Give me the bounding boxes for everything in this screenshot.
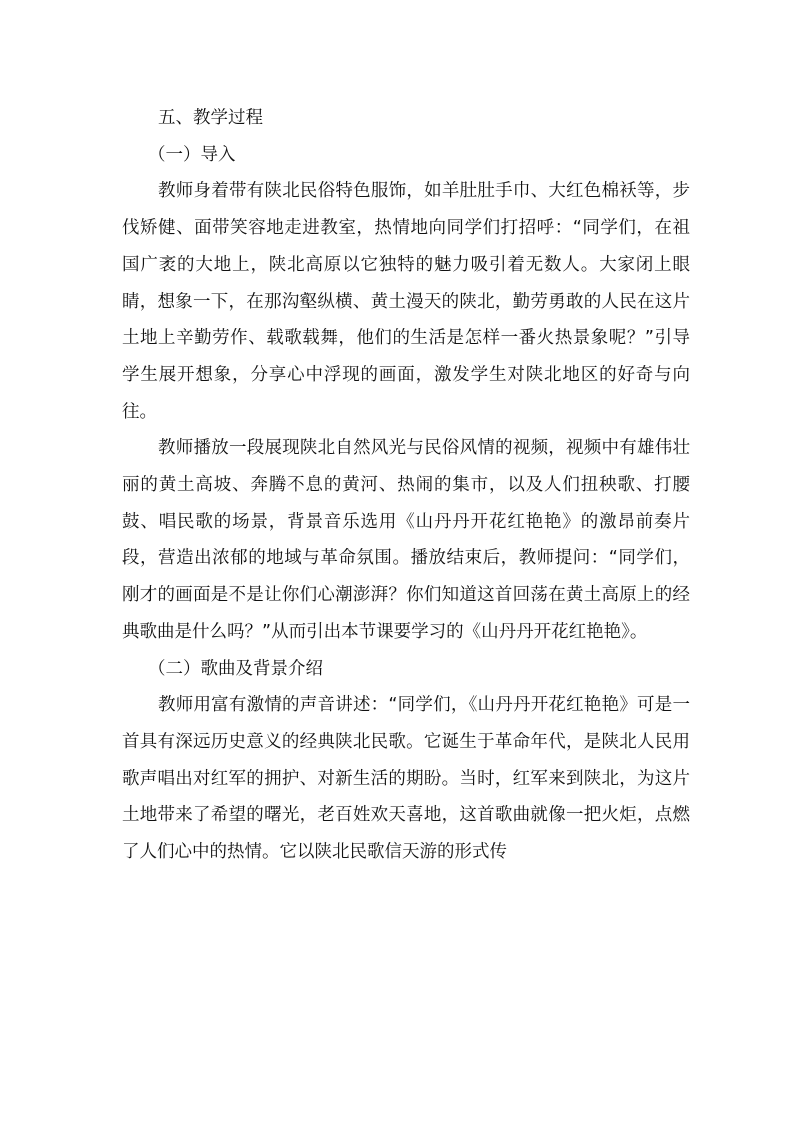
- paragraph: 教师播放一段展现陕北自然风光与民俗风情的视频，视频中有雄伟壮丽的黄土高坡、奔腾不息的黄河、热闹的集市，以及人们扭秧歌、打腰鼓、唱民歌的场景，背景音乐选用《山丹丹开花红艳艳》的激昂前奏片段，营造出浓郁的地域与革命氛围。播放结束后，教师提问：“同学们，刚才的画面是不是让你们心潮澎湃？你们知道这首回荡在黄土高原上的经典歌曲是什么吗？”从而引出本节课要学习的《山丹丹开花红艳艳》。: [122, 438, 690, 642]
- subsection-title-background: （二）歌曲及背景介绍: [148, 658, 323, 679]
- paragraph: 教师用富有激情的声音讲述：“同学们，《山丹丹开花红艳艳》可是一首具有深远历史意义的经典陕北民歌。它诞生于革命年代，是陕北人民用歌声唱出对红军的拥护、对新生活的期盼。当时，红军来到陕北，为这片土地带来了希望的曙光，老百姓欢天喜地，这首歌曲就像一把火炬，点燃了人们心中的热情。它以陕北民歌信天游的形式传: [122, 695, 690, 863]
- document-body: [122, 100, 690, 871]
- paragraph: 教师身着带有陕北民俗特色服饰，如羊肚肚手巾、大红色棉袄等，步伐矫健、面带笑容地走进教室，热情地向同学们打招呼：“同学们，在祖国广袤的大地上，陕北高原以它独特的魅力吸引着无数人。大家闭上眼睛，想象一下，在那沟壑纵横、黄土漫天的陕北，勤劳勇敢的人民在这片土地上辛勤劳作、载歌载舞，他们的生活是怎样一番火热景象呢？”引导学生展开想象，分享心中浮现的画面，激发学生对陕北地区的好奇与向往。: [122, 181, 690, 422]
- section-heading: 五、教学过程: [158, 108, 263, 128]
- subsection-title-intro: （一）导入: [148, 144, 236, 165]
